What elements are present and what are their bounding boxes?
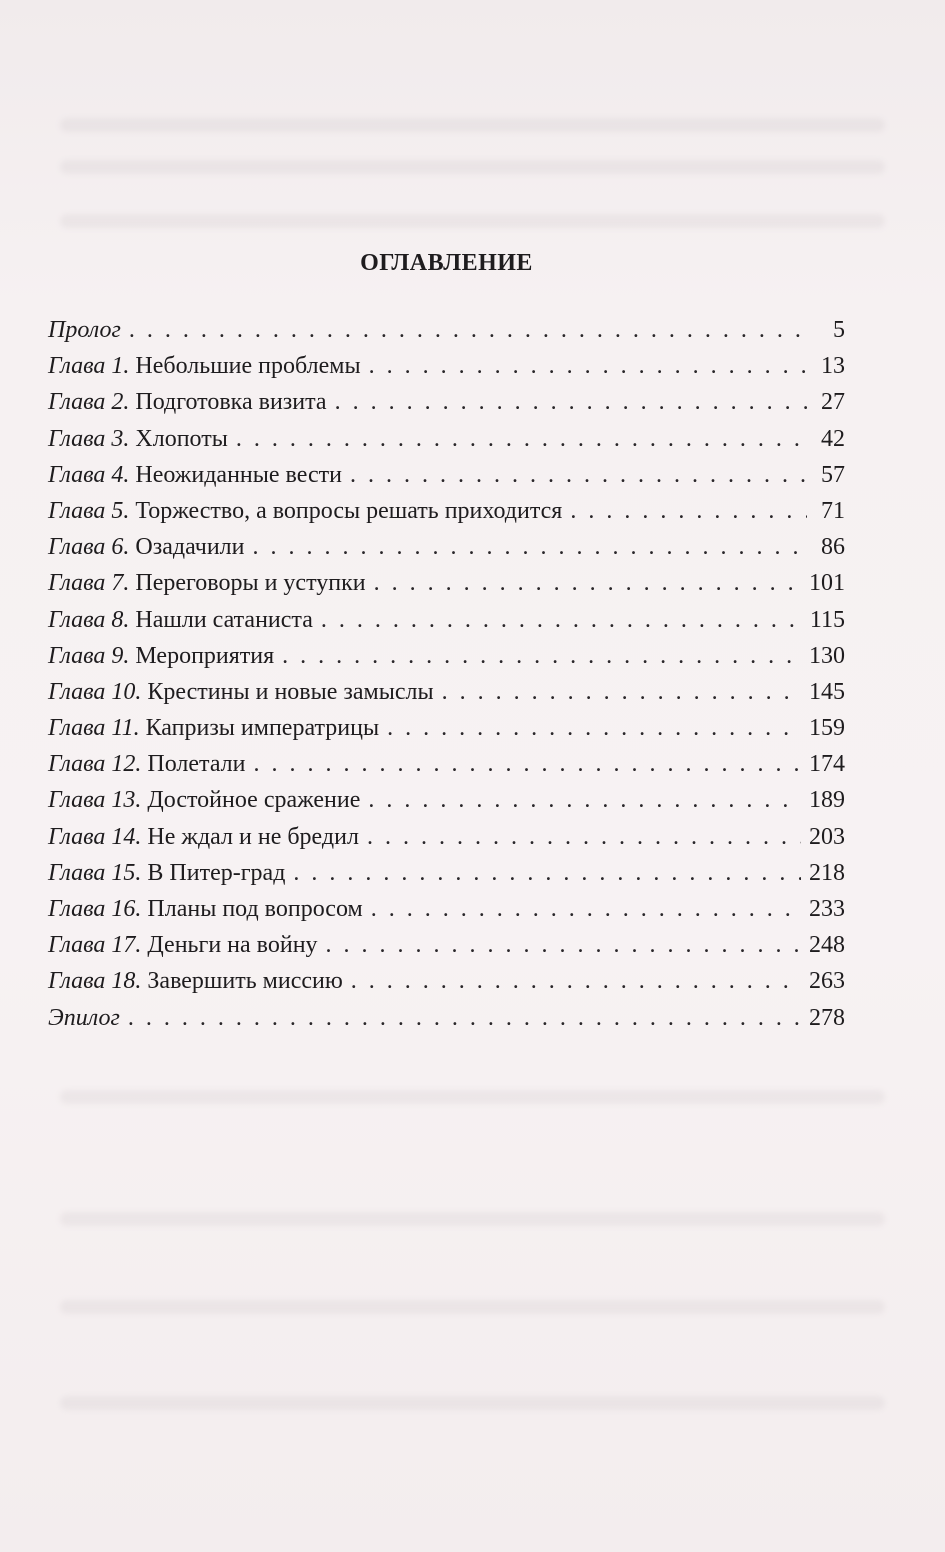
toc-entry-label: Глава 9. — [48, 642, 130, 669]
toc-entry-page: 218 — [809, 859, 845, 886]
toc-entry-page: 5 — [833, 317, 845, 343]
toc-entry-label: Глава 17. — [48, 932, 142, 959]
toc-entry[interactable] — [48, 498, 845, 534]
toc-entry-page: 13 — [821, 353, 845, 380]
dot-leader — [351, 968, 801, 995]
dot-leader — [368, 787, 801, 814]
toc-entry-title: Хлопоты — [135, 425, 228, 452]
dot-leader — [254, 751, 802, 778]
toc-entry-title: Неожиданные вести — [135, 461, 342, 488]
dot-leader — [371, 896, 801, 923]
toc-entry-title: Не ждал и не бредил — [147, 823, 359, 850]
show-through-line — [60, 1212, 885, 1226]
toc-entry-page: 189 — [809, 787, 845, 814]
toc-entry-page: 233 — [809, 896, 845, 922]
dot-leader — [129, 317, 807, 344]
toc-entry-label: Глава 6. — [48, 534, 130, 561]
dot-leader — [321, 607, 802, 634]
toc-entry-label: Глава 8. — [48, 606, 130, 633]
toc-entry-label: Глава 16. — [48, 896, 142, 922]
toc-entry-page: 278 — [809, 1004, 845, 1031]
toc-entry-label: Глава 14. — [48, 823, 142, 850]
toc-entry-title: Капризы императрицы — [145, 715, 380, 742]
toc-entry[interactable] — [48, 896, 845, 932]
toc-entry-label: Эпилог — [48, 1004, 120, 1031]
show-through-line — [60, 118, 885, 132]
dot-leader — [253, 534, 808, 561]
toc-entry-label: Пролог — [48, 317, 121, 343]
toc-entry-page: 145 — [809, 678, 845, 705]
toc-entry-title: Крестины и новые замыслы — [147, 678, 434, 705]
dot-leader — [442, 679, 801, 706]
toc-entry-title: В Питер-град — [147, 859, 286, 886]
toc-entry-page: 42 — [821, 425, 845, 452]
toc-entry-label: Глава 2. — [48, 389, 130, 416]
show-through-line — [60, 214, 885, 228]
show-through-line — [60, 160, 885, 174]
toc-entry[interactable] — [48, 824, 845, 860]
toc-entry-label: Глава 10. — [48, 678, 142, 705]
toc-entry[interactable] — [48, 715, 845, 751]
toc-entry-page: 86 — [821, 534, 845, 561]
toc-entry-label: Глава 5. — [48, 497, 130, 524]
toc-entry-title: Переговоры и уступки — [135, 570, 366, 597]
toc-entry[interactable] — [48, 679, 845, 715]
toc-entry[interactable] — [48, 426, 845, 462]
toc-entry[interactable] — [48, 534, 845, 570]
dot-leader — [293, 860, 801, 887]
toc-entry-title: Планы под вопросом — [147, 896, 363, 922]
toc-entry[interactable] — [48, 643, 845, 679]
toc-entry[interactable] — [48, 389, 845, 425]
toc-entry-page: 101 — [809, 570, 845, 597]
show-through-line — [60, 1300, 885, 1314]
dot-leader — [236, 426, 807, 453]
toc-entry-page: 159 — [809, 715, 845, 742]
toc-entry-title: Небольшие проблемы — [135, 353, 361, 380]
toc-entry-label: Глава 7. — [48, 570, 130, 597]
toc-entry-title: Нашли сатаниста — [135, 606, 313, 633]
toc-entry[interactable] — [48, 968, 845, 1004]
toc-entry-page: 71 — [821, 497, 845, 524]
dot-leader — [282, 643, 801, 670]
toc-entry-page: 174 — [809, 751, 845, 778]
dot-leader — [387, 715, 801, 742]
toc-entry[interactable] — [48, 570, 845, 606]
toc-entry-title: Подготовка визита — [135, 389, 327, 416]
toc-entry-page: 203 — [809, 823, 845, 850]
table-of-contents — [48, 317, 845, 1041]
toc-entry[interactable] — [48, 787, 845, 823]
toc-entry-title: Достойное сражение — [147, 787, 361, 814]
toc-entry[interactable] — [48, 462, 845, 498]
toc-entry-page: 248 — [809, 932, 845, 959]
toc-entry-page: 57 — [821, 461, 845, 488]
toc-entry-title: Торжество, а вопросы решать приходится — [135, 497, 563, 524]
show-through-line — [60, 1090, 885, 1104]
show-through-line — [60, 1396, 885, 1410]
toc-entry-page: 115 — [809, 606, 845, 633]
toc-entry-label: Глава 4. — [48, 461, 130, 488]
toc-entry[interactable] — [48, 932, 845, 968]
dot-leader — [570, 498, 807, 525]
toc-entry-title: Мероприятия — [135, 642, 275, 669]
dot-leader — [335, 389, 807, 416]
toc-entry[interactable] — [48, 607, 845, 643]
toc-entry-label: Глава 18. — [48, 968, 142, 995]
dot-leader — [367, 824, 801, 851]
toc-entry-label: Глава 12. — [48, 751, 142, 778]
toc-entry-page: 263 — [809, 968, 845, 995]
dot-leader — [326, 932, 801, 959]
toc-heading: ОГЛАВЛЕНИЕ — [360, 250, 533, 276]
toc-entry-title: Полетали — [147, 751, 246, 778]
toc-entry-label: Глава 13. — [48, 787, 142, 814]
toc-entry[interactable] — [48, 317, 845, 353]
toc-entry-title: Деньги на войну — [147, 932, 318, 959]
toc-entry[interactable] — [48, 1005, 845, 1041]
toc-entry[interactable] — [48, 751, 845, 787]
dot-leader — [128, 1005, 801, 1032]
toc-entry-title: Озадачили — [135, 534, 245, 561]
toc-entry-label: Глава 1. — [48, 353, 130, 380]
toc-entry-label: Глава 3. — [48, 425, 130, 452]
toc-entry-page: 27 — [821, 389, 845, 416]
toc-entry[interactable] — [48, 353, 845, 389]
dot-leader — [369, 353, 807, 380]
toc-entry-label: Глава 15. — [48, 859, 142, 886]
dot-leader — [374, 570, 801, 597]
toc-entry[interactable] — [48, 860, 845, 896]
dot-leader — [350, 462, 807, 489]
toc-entry-label: Глава 11. — [48, 715, 140, 742]
toc-entry-title: Завершить миссию — [147, 968, 343, 995]
toc-entry-page: 130 — [809, 642, 845, 669]
